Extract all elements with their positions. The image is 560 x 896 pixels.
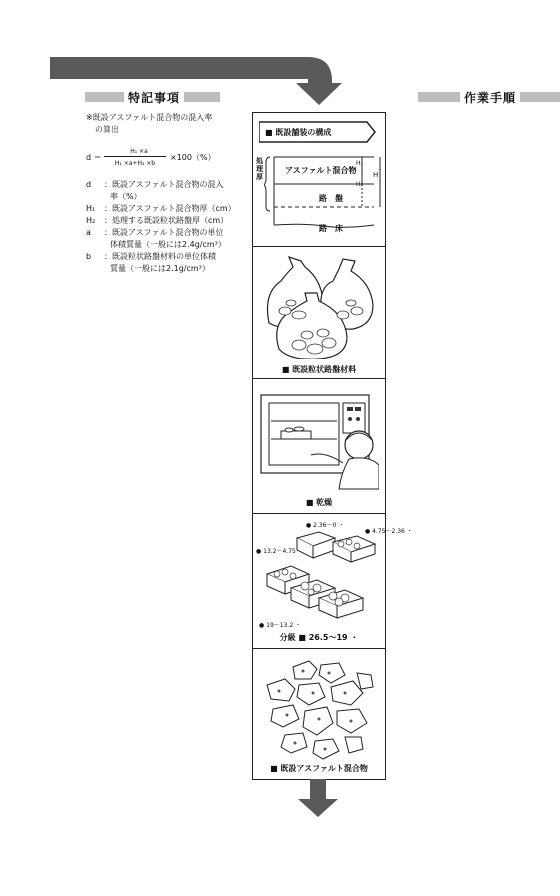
panel-classification: [252, 513, 413, 650]
formula-numerator: H₁ ×a: [130, 148, 148, 155]
sieve-label: ● 2.36～0 ・: [306, 522, 345, 529]
layer-subbase-label: 路 盤: [319, 194, 343, 203]
layer-subgrade-label: 路 床: [319, 224, 343, 233]
formula: d ＝ H₁ ×a H₁ ×a+H₂ ×b ×100（%）: [86, 147, 246, 169]
panel-4-caption: 分級 ■ 26.5～19 ・: [279, 633, 359, 642]
definitions-list: [86, 179, 251, 275]
h2-label: H₂: [356, 181, 363, 188]
sieve-label: ● 13.2～4.75: [256, 548, 296, 555]
def-row: d ：既設アスファルト混合物の混入: [86, 180, 224, 189]
notes-title-1: ※既設アスファルト混合物の混入率: [86, 113, 213, 122]
drying-oven-illustration: [259, 385, 379, 493]
sieve-label: ● 19～13.2 ・: [259, 622, 302, 629]
panel-5-caption: ■ 既設アスファルト混合物: [270, 764, 368, 773]
asphalt-chunks-illustration: [259, 655, 379, 761]
panel-asphalt-mixture: [252, 648, 386, 780]
right-header: 作業手順: [460, 89, 520, 106]
def-row: a ：既設アスファルト混合物の単位: [86, 228, 224, 237]
notes-title-2: の算出: [95, 125, 119, 134]
def-row: H₂ ：処理する既設粒状路盤厚（cm）: [86, 216, 229, 225]
def-row: H₁ ：既設アスファルト混合物厚（cm）: [86, 204, 236, 213]
panel-1-caption: ■ 既設舗装の構成: [265, 128, 332, 137]
h1-label: H₁: [356, 160, 363, 167]
notes-block: [86, 112, 246, 136]
def-row: 体積質量（一般には2.4g/cm³）: [110, 240, 226, 249]
panel-pavement-composition: [252, 112, 386, 248]
treatment-thickness-label: 処理厚: [256, 157, 263, 181]
sieved-trays-illustration: [261, 528, 379, 622]
material-sacks-illustration: [259, 253, 379, 359]
bottom-down-arrow: [298, 779, 340, 819]
layer-asphalt-label: アスファルト混合物: [285, 166, 357, 175]
formula-suffix: ×100（%）: [170, 153, 216, 162]
panel-2-caption: ■ 既設粒状路盤材料: [281, 365, 357, 374]
formula-denominator: H₁ ×a+H₂ ×b: [114, 160, 156, 167]
h-label: H: [373, 171, 379, 179]
panel-3-caption: ■ 乾燥: [305, 498, 333, 507]
sieve-label: ● 4.75～2.36 ・: [365, 528, 413, 535]
left-header: 特記事項: [124, 89, 184, 106]
def-row: 質量（一般には2.1g/cm³）: [110, 264, 210, 273]
def-row: 率（%）: [110, 192, 142, 201]
panel-drying: [252, 378, 386, 515]
panel-subbase-material: [252, 246, 386, 380]
def-row: b ：既設粒状路盤材料の単位体積: [86, 252, 216, 261]
